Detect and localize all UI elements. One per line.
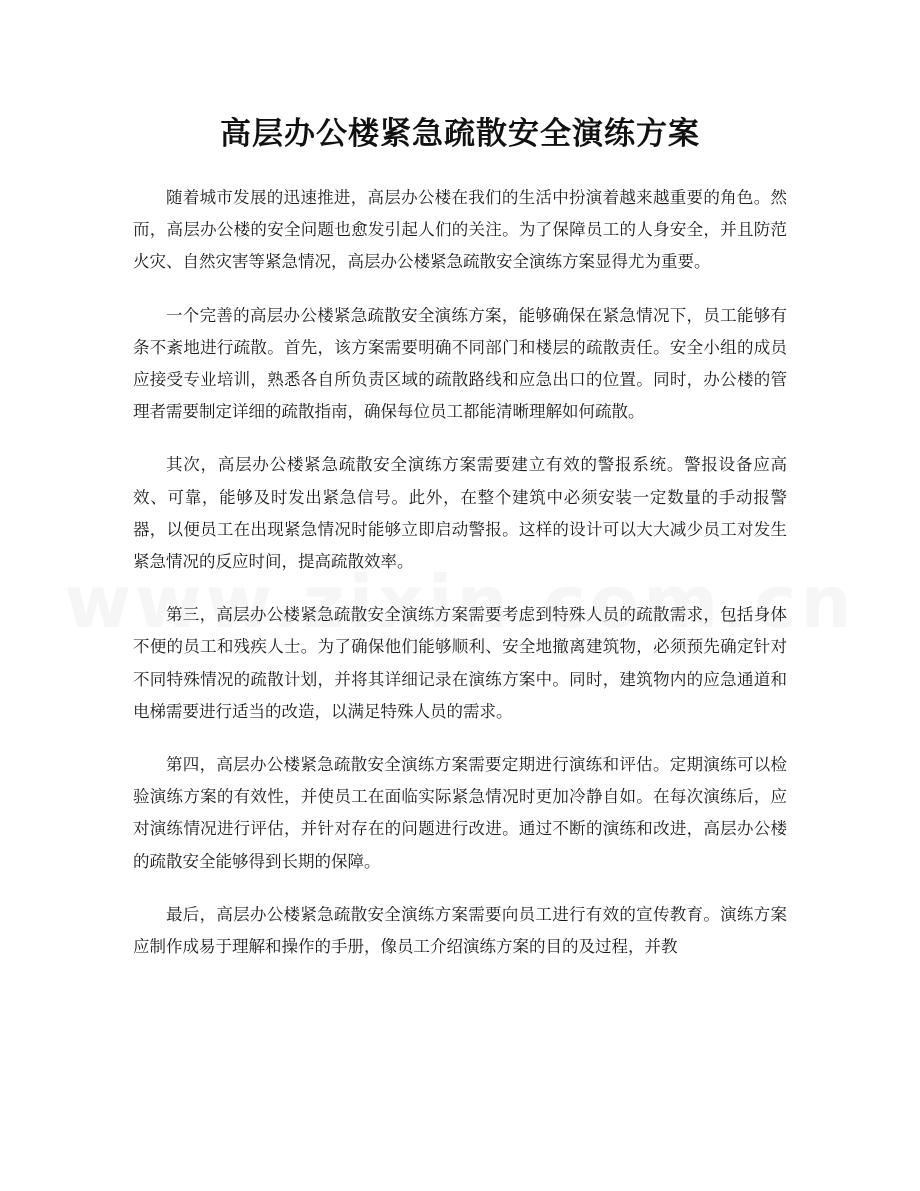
paragraph-4: 第三，高层办公楼紧急疏散安全演练方案需要考虑到特殊人员的疏散需求，包括身体不便的员工和残疾人士。为了确保他们能够顺利、安全地撤离建筑物，必须预先确定针对不同特殊情况的疏散计划，并将其详细记录在演练方案中。同时，建筑物内的应急通道和电梯需要进行适当的改造，以满足特殊人员的需求。 (133, 605, 787, 721)
paragraph-1: 随着城市发展的迅速推进，高层办公楼在我们的生活中扮演着越来越重要的角色。然而，高层办公楼的安全问题也愈发引起人们的关注。为了保障员工的人身安全，并且防范火灾、自然灾害等紧急情况，高层办公楼紧急疏散安全演练方案显得尤为重要。 (133, 188, 787, 272)
paragraph-3: 其次，高层办公楼紧急疏散安全演练方案需要建立有效的警报系统。警报设备应高效、可靠，能够及时发出紧急信号。此外，在整个建筑中必须安装一定数量的手动报警器，以便员工在出现紧急情况时能够立即启动警报。这样的设计可以大大减少员工对发生紧急情况的反应时间，提高疏散效率。 (133, 455, 787, 572)
paragraph-2: 一个完善的高层办公楼紧急疏散安全演练方案，能够确保在紧急情况下，员工能够有条不紊地进行疏散。首先，该方案需要明确不同部门和楼层的疏散责任。安全小组的成员应接受专业培训，熟悉各自所负责区域的疏散路线和应急出口的位置。同时，办公楼的管理者需要制定详细的疏散指南，确保每位员工都能清晰理解如何疏散。 (133, 305, 787, 422)
document-title: 高层办公楼紧急疏散安全演练方案 (220, 116, 700, 152)
paragraph-6: 最后，高层办公楼紧急疏散安全演练方案需要向员工进行有效的宣传教育。演练方案应制作成易于理解和操作的手册，像员工介绍演练方案的目的及过程，并教 (133, 904, 787, 957)
paragraph-5: 第四，高层办公楼紧急疏散安全演练方案需要定期进行演练和评估。定期演练可以检验演练方案的有效性，并使员工在面临实际紧急情况时更加冷静自如。在每次演练后，应对演练情况进行评估，并针对存在的问题进行改进。通过不断的演练和改进，高层办公楼的疏散安全能够得到长期的保障。 (133, 755, 787, 871)
document-body (133, 182, 787, 984)
